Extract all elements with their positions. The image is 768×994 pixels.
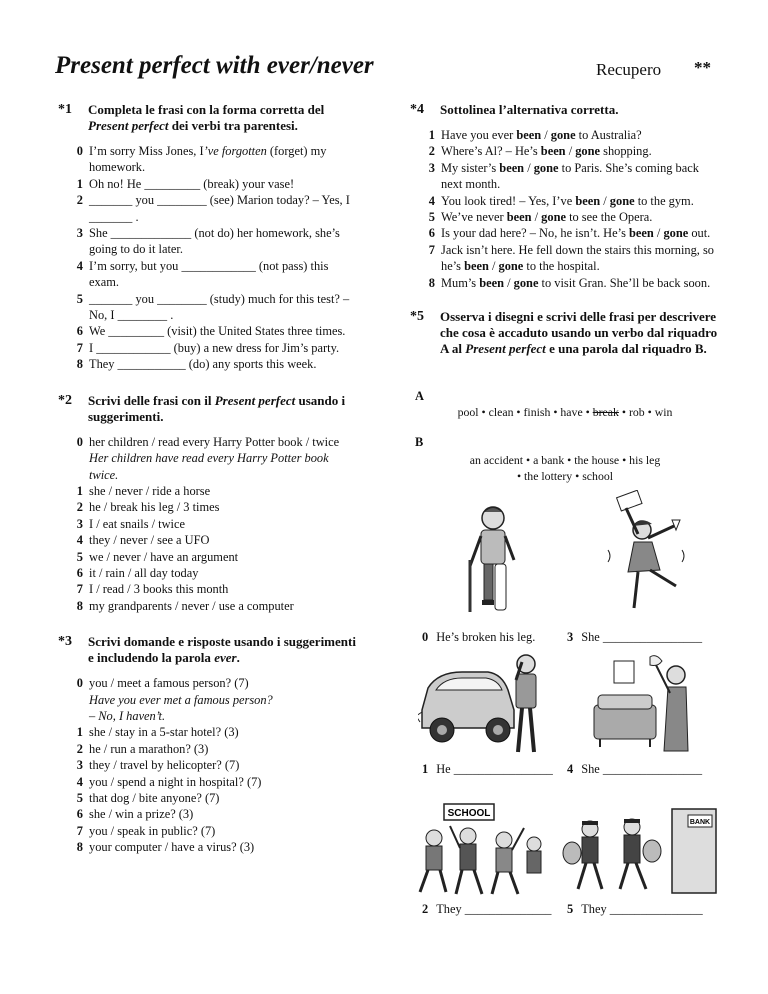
option-gone[interactable]: gone bbox=[575, 144, 601, 159]
ex1-item: 1 Oh no! He _________ (break) your vase! bbox=[76, 176, 295, 191]
exercise-2-heading: *2 Scrivi delle frasi con il Present perfect usando i suggerimenti. bbox=[58, 392, 346, 424]
box-a-label: A bbox=[415, 389, 424, 403]
exercise-1-heading bbox=[58, 102, 360, 134]
ex4-item: 4 You look tired! – Yes, I’ve been / gone to the gym. bbox=[428, 193, 694, 208]
ex2-item: 4 they / never / see a UFO bbox=[76, 533, 210, 548]
ex2-item: 6 it / rain / all day today bbox=[76, 565, 199, 580]
ex1-item: 2 _______ you ________ (see) Marion today? – Yes, I _______ . bbox=[76, 193, 350, 224]
option-been[interactable]: been bbox=[575, 193, 601, 208]
ex3-item: 5 that dog / bite anyone? (7) bbox=[76, 791, 220, 805]
ex1-item: 5 _______ you ________ (study) much for this test? – No, I ________ . bbox=[76, 291, 350, 323]
ex4-item: 2 Where’s Al? – He’s been / gone shopping. bbox=[428, 144, 652, 159]
school-finished-illustration bbox=[410, 800, 550, 900]
option-gone[interactable]: gone bbox=[609, 193, 635, 208]
caption-3: 3 She ________________ bbox=[567, 630, 703, 644]
exercise-4 bbox=[410, 102, 722, 291]
ex1-item: 8 They ___________ (do) any sports this week. bbox=[76, 357, 317, 372]
ex3-item: 6 she / win a prize? (3) bbox=[76, 807, 194, 822]
ex2-example: 0 her children / read every Harry Potter book / twice Her children have read every Harry Potter book twice. bbox=[76, 434, 340, 482]
exercise-1-instr-a: Completa le frasi con la forma corretta del bbox=[88, 102, 325, 117]
option-been[interactable]: been bbox=[506, 210, 532, 225]
option-been[interactable]: been bbox=[464, 259, 489, 274]
ex4-item: 8 Mum’s been / gone to visit Gran. She’ll be back soon. bbox=[428, 275, 711, 290]
bank-robbery-illustration bbox=[560, 805, 720, 900]
ex3-item: 3 they / travel by helicopter? (7) bbox=[76, 758, 240, 773]
ex4-item: 6 Is your dad here? – No, he isn’t. He’s been / gone out. bbox=[428, 226, 711, 241]
ex2-item: 1 she / never / ride a horse bbox=[76, 483, 211, 498]
box-b-words: an accident • a bank • the house • his leg • the lottery • school bbox=[469, 453, 661, 483]
ex2-item: 8 my grandparents / never / use a computer bbox=[76, 598, 294, 613]
ex3-example: 0 you / meet a famous person? (7) Have you ever met a famous person? – No, I haven’t. bbox=[76, 676, 273, 723]
exercise-5-heading: *5 Osserva i disegni e scrivi delle frasi per descrivere che cosa è accaduto usando un verbo dal riquadro A al Present perfect e una parola dal riquadro B. bbox=[410, 309, 718, 357]
ex3-item: 7 you / speak in public? (7) bbox=[76, 823, 216, 838]
option-gone[interactable]: gone bbox=[541, 210, 566, 225]
caption-1: 1 He ________________ bbox=[422, 762, 553, 776]
ex4-item: 1 Have you ever been / gone to Australia? bbox=[428, 128, 642, 142]
cleaning-house-illustration bbox=[590, 655, 700, 760]
ex3-item: 1 she / stay in a 5-star hotel? (3) bbox=[76, 725, 239, 740]
ex1-item: 0 I’m sorry Miss Jones, I’ve forgotten (forget) my homework. bbox=[76, 144, 327, 175]
caption-0: 0 He’s broken his leg. bbox=[422, 630, 536, 644]
caption-4: 4 She ________________ bbox=[567, 762, 703, 776]
option-been[interactable]: been bbox=[629, 226, 654, 241]
right-column bbox=[410, 102, 722, 357]
caption-2: 2 They ______________ bbox=[422, 902, 552, 916]
ex2-item: 7 I / read / 3 books this month bbox=[76, 582, 229, 597]
option-gone[interactable]: gone bbox=[533, 160, 559, 175]
option-gone[interactable]: gone bbox=[513, 275, 539, 290]
option-been[interactable]: been bbox=[479, 275, 505, 290]
box-b-label: B bbox=[415, 435, 424, 449]
exercise-4-list bbox=[410, 127, 722, 291]
ex4-item: 5 We’ve never been / gone to see the Opera. bbox=[428, 210, 653, 225]
exercise-1 bbox=[58, 102, 360, 373]
ex1-item: 3 She _____________ (not do) her homework, she’s going to do it later. bbox=[76, 226, 340, 257]
ex2-item: 5 we / never / have an argument bbox=[76, 549, 239, 564]
ex3-item: 4 you / spend a night in hospital? (7) bbox=[76, 774, 262, 789]
car-accident-illustration bbox=[418, 650, 553, 760]
ex3-item: 2 he / run a marathon? (3) bbox=[76, 741, 209, 756]
option-gone[interactable]: gone bbox=[550, 128, 576, 142]
option-gone[interactable]: gone bbox=[663, 226, 689, 241]
ex2-item: 3 I / eat snails / twice bbox=[76, 516, 185, 531]
box-a-words: pool • clean • finish • have • break • rob • win bbox=[457, 405, 673, 419]
exercise-4-heading: *4 Sottolinea l’alternativa corretta. bbox=[410, 102, 619, 117]
bank-sign-text: BANK bbox=[689, 819, 711, 826]
school-sign-text: SCHOOL bbox=[447, 808, 491, 819]
ex4-item: 7 Jack isn’t here. He fell down the stairs this morning, so he’s been / gone to the hospital. bbox=[428, 242, 715, 274]
caption-5: 5 They _______________ bbox=[567, 902, 703, 916]
ex1-item: 4 I’m sorry, but you ____________ (not pass) this exam. bbox=[76, 258, 329, 290]
option-been[interactable]: been bbox=[499, 160, 525, 175]
broken-leg-illustration bbox=[448, 500, 538, 620]
page-title: Present perfect with ever/never bbox=[55, 52, 374, 79]
exercise-1-number: *1 bbox=[58, 102, 72, 117]
option-been[interactable]: been bbox=[516, 128, 542, 142]
exercise-1-instr-italic: Present perfect bbox=[88, 118, 169, 133]
recupero-label: Recupero bbox=[596, 60, 662, 79]
option-gone[interactable]: gone bbox=[498, 259, 524, 274]
ex1-item: 6 We _________ (visit) the United States three times. bbox=[76, 324, 346, 339]
exercise-3 bbox=[58, 634, 360, 855]
option-been[interactable]: been bbox=[540, 144, 566, 159]
exercise-2 bbox=[58, 393, 360, 614]
difficulty-stars: ** bbox=[694, 58, 711, 77]
exercise-1-instr-b: dei verbi tra parentesi. bbox=[168, 118, 298, 133]
ex4-item: 3 My sister’s been / gone to Paris. She’s coming back next month. bbox=[428, 160, 699, 192]
ex3-item: 8 your computer / have a virus? (3) bbox=[76, 840, 255, 855]
lottery-winner-illustration bbox=[598, 490, 694, 620]
ex1-item: 7 I ____________ (buy) a new dress for Jim’s party. bbox=[76, 340, 340, 355]
ex2-item: 2 he / break his leg / 3 times bbox=[76, 500, 220, 515]
left-column bbox=[58, 102, 360, 856]
exercise-3-heading: *3 Scrivi domande e risposte usando i suggerimenti e includendo la parola ever. bbox=[58, 634, 356, 666]
